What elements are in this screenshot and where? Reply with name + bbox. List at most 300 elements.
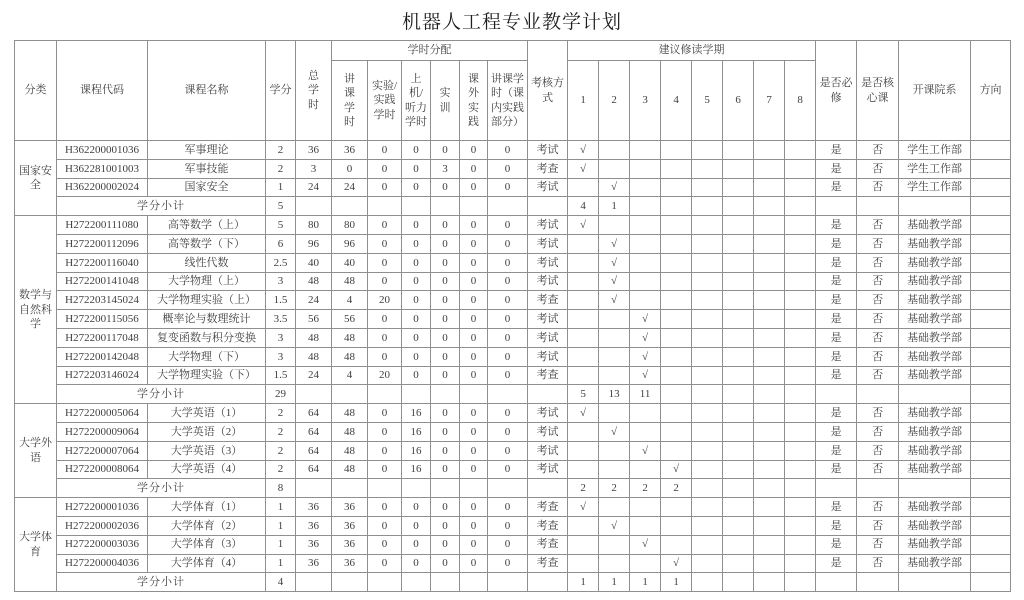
hour-cell: 0 xyxy=(431,535,460,554)
semester-checkmark-cell: √ xyxy=(599,291,630,310)
course-row xyxy=(15,234,1011,253)
assessment-cell xyxy=(528,479,568,498)
subtotal-semester-cell: 4 xyxy=(568,197,599,216)
semester-cell xyxy=(630,234,661,253)
total-hours-cell xyxy=(296,573,332,592)
category-cell: 大学体育 xyxy=(15,498,57,592)
semester-cell xyxy=(785,498,816,517)
course-row xyxy=(15,328,1011,347)
core-cell: 否 xyxy=(857,498,899,517)
course-name-cell: 复变函数与积分变换 xyxy=(148,328,266,347)
department-cell: 基础教学部 xyxy=(899,404,971,423)
hour-cell: 0 xyxy=(402,328,431,347)
subtotal-semester-cell xyxy=(630,197,661,216)
course-row xyxy=(15,347,1011,366)
hour-cell: 36 xyxy=(332,516,368,535)
hour-cell: 0 xyxy=(431,460,460,479)
subtotal-row xyxy=(15,573,1011,592)
assessment-cell: 考试 xyxy=(528,347,568,366)
subtotal-semester-cell xyxy=(692,197,723,216)
semester-cell xyxy=(754,422,785,441)
hour-cell: 0 xyxy=(431,141,460,160)
hour-cell: 0 xyxy=(460,460,488,479)
semester-checkmark-cell: √ xyxy=(568,498,599,517)
hour-cell: 0 xyxy=(431,347,460,366)
semester-cell xyxy=(630,178,661,197)
semester-cell xyxy=(754,535,785,554)
course-code-cell: H362200001036 xyxy=(57,141,148,160)
header-semester-7: 7 xyxy=(754,61,785,141)
semester-cell xyxy=(568,554,599,573)
required-cell: 是 xyxy=(816,234,857,253)
department-cell: 基础教学部 xyxy=(899,291,971,310)
semester-cell xyxy=(723,310,754,329)
semester-cell xyxy=(661,216,692,235)
semester-cell xyxy=(723,516,754,535)
hour-cell: 0 xyxy=(488,216,528,235)
credits-cell: 2 xyxy=(266,159,296,178)
subtotal-semester-cell: 1 xyxy=(630,573,661,592)
hour-cell xyxy=(431,479,460,498)
semester-cell xyxy=(754,234,785,253)
credits-cell: 1 xyxy=(266,498,296,517)
hour-cell: 0 xyxy=(488,554,528,573)
course-name-cell: 高等数学（上） xyxy=(148,216,266,235)
total-hours-cell: 48 xyxy=(296,328,332,347)
department-cell xyxy=(899,479,971,498)
hour-cell: 0 xyxy=(460,404,488,423)
required-cell xyxy=(816,573,857,592)
hour-cell: 0 xyxy=(488,422,528,441)
assessment-cell xyxy=(528,573,568,592)
assessment-cell: 考查 xyxy=(528,366,568,385)
semester-cell xyxy=(692,253,723,272)
hour-cell: 0 xyxy=(460,441,488,460)
total-hours-cell: 80 xyxy=(296,216,332,235)
hour-cell: 0 xyxy=(368,347,402,366)
semester-cell xyxy=(692,404,723,423)
assessment-cell: 考试 xyxy=(528,310,568,329)
hour-cell: 0 xyxy=(488,328,528,347)
hour-cell: 0 xyxy=(460,216,488,235)
semester-cell xyxy=(661,178,692,197)
semester-cell xyxy=(785,535,816,554)
total-hours-cell: 64 xyxy=(296,422,332,441)
hour-cell: 0 xyxy=(431,253,460,272)
course-code-cell: H272200008064 xyxy=(57,460,148,479)
hour-cell: 40 xyxy=(332,253,368,272)
course-name-cell: 军事技能 xyxy=(148,159,266,178)
semester-cell xyxy=(785,159,816,178)
header-assessment: 考核方式 xyxy=(528,41,568,141)
semester-cell xyxy=(754,498,785,517)
course-name-cell: 国家安全 xyxy=(148,178,266,197)
hour-cell xyxy=(332,479,368,498)
subtotal-semester-cell: 1 xyxy=(599,197,630,216)
total-hours-cell: 48 xyxy=(296,347,332,366)
required-cell: 是 xyxy=(816,159,857,178)
header-lecture-hours: 讲课学时 xyxy=(332,61,368,141)
course-name-cell: 大学体育（3） xyxy=(148,535,266,554)
header-training-hours: 实训 xyxy=(431,61,460,141)
direction-cell xyxy=(971,366,1011,385)
subtotal-semester-cell xyxy=(692,479,723,498)
subtotal-semester-cell: 2 xyxy=(599,479,630,498)
semester-cell xyxy=(661,498,692,517)
required-cell xyxy=(816,479,857,498)
subtotal-credits-cell: 29 xyxy=(266,385,296,404)
total-hours-cell: 36 xyxy=(296,554,332,573)
hour-cell: 0 xyxy=(368,516,402,535)
course-code-cell: H272200001036 xyxy=(57,498,148,517)
total-hours-cell: 64 xyxy=(296,441,332,460)
hour-cell: 0 xyxy=(368,328,402,347)
assessment-cell: 考试 xyxy=(528,422,568,441)
assessment-cell: 考试 xyxy=(528,404,568,423)
semester-cell xyxy=(723,404,754,423)
semester-cell xyxy=(754,328,785,347)
direction-cell xyxy=(971,385,1011,404)
hour-cell: 4 xyxy=(332,366,368,385)
direction-cell xyxy=(971,159,1011,178)
core-cell: 否 xyxy=(857,516,899,535)
course-code-cell: H272200111080 xyxy=(57,216,148,235)
total-hours-cell: 36 xyxy=(296,498,332,517)
subtotal-credits-cell: 4 xyxy=(266,573,296,592)
core-cell: 否 xyxy=(857,441,899,460)
hour-cell: 0 xyxy=(488,141,528,160)
hour-cell: 0 xyxy=(402,234,431,253)
header-extracurricular-hours: 课外实践 xyxy=(460,61,488,141)
semester-checkmark-cell: √ xyxy=(630,328,661,347)
core-cell xyxy=(857,573,899,592)
semester-checkmark-cell: √ xyxy=(599,516,630,535)
course-row xyxy=(15,554,1011,573)
hour-cell xyxy=(368,479,402,498)
semester-cell xyxy=(754,272,785,291)
hour-cell: 48 xyxy=(332,272,368,291)
course-code-cell: H272200141048 xyxy=(57,272,148,291)
hour-cell: 0 xyxy=(431,516,460,535)
semester-cell xyxy=(723,159,754,178)
credits-cell: 2 xyxy=(266,441,296,460)
total-hours-cell: 56 xyxy=(296,310,332,329)
required-cell: 是 xyxy=(816,422,857,441)
hour-cell: 0 xyxy=(460,516,488,535)
course-name-cell: 军事理论 xyxy=(148,141,266,160)
hour-cell: 16 xyxy=(402,460,431,479)
course-name-cell: 线性代数 xyxy=(148,253,266,272)
hour-cell: 0 xyxy=(402,216,431,235)
assessment-cell xyxy=(528,385,568,404)
hour-cell: 0 xyxy=(488,310,528,329)
hour-cell: 0 xyxy=(431,366,460,385)
hour-cell: 16 xyxy=(402,441,431,460)
core-cell: 否 xyxy=(857,347,899,366)
course-row xyxy=(15,366,1011,385)
semester-checkmark-cell: √ xyxy=(661,460,692,479)
semester-cell xyxy=(568,441,599,460)
subtotal-semester-cell xyxy=(785,479,816,498)
hour-cell: 0 xyxy=(460,422,488,441)
semester-cell xyxy=(661,310,692,329)
core-cell: 否 xyxy=(857,159,899,178)
assessment-cell: 考查 xyxy=(528,554,568,573)
course-code-cell: H272200003036 xyxy=(57,535,148,554)
hour-cell: 36 xyxy=(332,535,368,554)
hour-cell: 16 xyxy=(402,404,431,423)
core-cell: 否 xyxy=(857,310,899,329)
hour-cell xyxy=(402,479,431,498)
hour-cell: 36 xyxy=(332,498,368,517)
direction-cell xyxy=(971,404,1011,423)
semester-cell xyxy=(723,554,754,573)
credits-cell: 5 xyxy=(266,216,296,235)
direction-cell xyxy=(971,272,1011,291)
subtotal-semester-cell xyxy=(692,573,723,592)
hour-cell: 0 xyxy=(431,216,460,235)
header-semester-2: 2 xyxy=(599,61,630,141)
total-hours-cell: 48 xyxy=(296,272,332,291)
semester-cell xyxy=(692,441,723,460)
subtotal-semester-cell: 13 xyxy=(599,385,630,404)
department-cell: 基础教学部 xyxy=(899,253,971,272)
subtotal-label-cell: 学分小计 xyxy=(57,573,266,592)
assessment-cell: 考试 xyxy=(528,328,568,347)
hour-cell: 0 xyxy=(431,441,460,460)
course-name-cell: 大学体育（2） xyxy=(148,516,266,535)
subtotal-credits-cell: 8 xyxy=(266,479,296,498)
hour-cell xyxy=(488,479,528,498)
semester-cell xyxy=(692,422,723,441)
semester-cell xyxy=(785,441,816,460)
header-semester-6: 6 xyxy=(723,61,754,141)
required-cell: 是 xyxy=(816,216,857,235)
semester-cell xyxy=(568,535,599,554)
credits-cell: 3.5 xyxy=(266,310,296,329)
required-cell: 是 xyxy=(816,404,857,423)
assessment-cell: 考查 xyxy=(528,516,568,535)
subtotal-row xyxy=(15,197,1011,216)
header-required: 是否必修 xyxy=(816,41,857,141)
header-category: 分类 xyxy=(15,41,57,141)
course-code-cell: H272200117048 xyxy=(57,328,148,347)
subtotal-label-cell: 学分小计 xyxy=(57,385,266,404)
course-name-cell: 概率论与数理统计 xyxy=(148,310,266,329)
total-hours-cell xyxy=(296,197,332,216)
semester-cell xyxy=(785,141,816,160)
assessment-cell: 考试 xyxy=(528,272,568,291)
semester-cell xyxy=(692,554,723,573)
required-cell: 是 xyxy=(816,441,857,460)
total-hours-cell: 64 xyxy=(296,460,332,479)
semester-cell xyxy=(692,310,723,329)
semester-cell xyxy=(630,216,661,235)
hour-cell: 0 xyxy=(402,310,431,329)
hour-cell: 0 xyxy=(368,498,402,517)
subtotal-semester-cell xyxy=(754,197,785,216)
semester-cell xyxy=(785,328,816,347)
semester-cell xyxy=(754,366,785,385)
required-cell: 是 xyxy=(816,178,857,197)
course-name-cell: 大学体育（4） xyxy=(148,554,266,573)
semester-checkmark-cell: √ xyxy=(630,347,661,366)
total-hours-cell: 40 xyxy=(296,253,332,272)
required-cell: 是 xyxy=(816,498,857,517)
hour-cell: 48 xyxy=(332,441,368,460)
direction-cell xyxy=(971,498,1011,517)
semester-cell xyxy=(630,498,661,517)
hour-cell: 0 xyxy=(488,234,528,253)
hour-cell: 0 xyxy=(431,554,460,573)
hour-cell: 0 xyxy=(460,347,488,366)
core-cell: 否 xyxy=(857,253,899,272)
subtotal-semester-cell xyxy=(754,479,785,498)
course-row xyxy=(15,216,1011,235)
department-cell xyxy=(899,197,971,216)
hour-cell: 0 xyxy=(460,535,488,554)
semester-cell xyxy=(599,535,630,554)
table-body xyxy=(15,141,1011,592)
semester-cell xyxy=(785,516,816,535)
hour-cell xyxy=(460,479,488,498)
semester-cell xyxy=(630,554,661,573)
assessment-cell: 考试 xyxy=(528,253,568,272)
semester-cell xyxy=(661,159,692,178)
hour-cell xyxy=(332,385,368,404)
hour-cell: 36 xyxy=(332,141,368,160)
department-cell: 基础教学部 xyxy=(899,234,971,253)
credits-cell: 2.5 xyxy=(266,253,296,272)
semester-cell xyxy=(754,347,785,366)
total-hours-cell: 96 xyxy=(296,234,332,253)
course-name-cell: 大学英语（3） xyxy=(148,441,266,460)
department-cell: 基础教学部 xyxy=(899,516,971,535)
total-hours-cell: 24 xyxy=(296,291,332,310)
hour-cell: 0 xyxy=(460,159,488,178)
semester-cell xyxy=(754,460,785,479)
course-code-cell: H272200005064 xyxy=(57,404,148,423)
course-code-cell: H272200115056 xyxy=(57,310,148,329)
hour-cell: 0 xyxy=(460,366,488,385)
department-cell: 基础教学部 xyxy=(899,272,971,291)
core-cell: 否 xyxy=(857,554,899,573)
total-hours-cell: 36 xyxy=(296,141,332,160)
semester-cell xyxy=(754,159,785,178)
header-experiment-hours: 实验/实践学时 xyxy=(368,61,402,141)
assessment-cell: 考试 xyxy=(528,234,568,253)
hour-cell: 0 xyxy=(431,422,460,441)
hour-cell: 0 xyxy=(402,272,431,291)
hour-cell: 0 xyxy=(460,272,488,291)
semester-cell xyxy=(692,159,723,178)
hour-cell: 0 xyxy=(488,347,528,366)
credits-cell: 6 xyxy=(266,234,296,253)
hour-cell xyxy=(460,385,488,404)
hour-cell xyxy=(402,573,431,592)
semester-cell xyxy=(692,498,723,517)
subtotal-semester-cell xyxy=(754,385,785,404)
credits-cell: 2 xyxy=(266,460,296,479)
core-cell: 否 xyxy=(857,216,899,235)
semester-cell xyxy=(692,460,723,479)
subtotal-semester-cell: 5 xyxy=(568,385,599,404)
semester-cell xyxy=(723,291,754,310)
hour-cell: 48 xyxy=(332,328,368,347)
hour-cell: 0 xyxy=(402,516,431,535)
subtotal-semester-cell: 2 xyxy=(568,479,599,498)
course-row xyxy=(15,422,1011,441)
semester-cell xyxy=(723,535,754,554)
semester-cell xyxy=(723,141,754,160)
semester-cell xyxy=(723,328,754,347)
semester-cell xyxy=(785,272,816,291)
hour-cell: 0 xyxy=(488,272,528,291)
required-cell: 是 xyxy=(816,310,857,329)
semester-cell xyxy=(661,347,692,366)
subtotal-semester-cell: 1 xyxy=(599,573,630,592)
semester-cell xyxy=(785,347,816,366)
total-hours-cell: 36 xyxy=(296,535,332,554)
page-title: 机器人工程专业教学计划 xyxy=(401,12,622,33)
hour-cell: 48 xyxy=(332,422,368,441)
direction-cell xyxy=(971,535,1011,554)
total-hours-cell: 24 xyxy=(296,178,332,197)
hour-cell: 0 xyxy=(488,366,528,385)
hour-cell: 0 xyxy=(460,178,488,197)
course-name-cell: 大学物理（上） xyxy=(148,272,266,291)
semester-cell xyxy=(754,291,785,310)
course-code-cell: H362200002024 xyxy=(57,178,148,197)
hour-cell: 0 xyxy=(488,516,528,535)
course-code-cell: H272200009064 xyxy=(57,422,148,441)
header-semester-1: 1 xyxy=(568,61,599,141)
semester-cell xyxy=(754,216,785,235)
hour-cell xyxy=(402,385,431,404)
department-cell xyxy=(899,573,971,592)
total-hours-cell: 3 xyxy=(296,159,332,178)
course-name-cell: 大学物理实验（下） xyxy=(148,366,266,385)
subtotal-semester-cell xyxy=(723,385,754,404)
assessment-cell: 考查 xyxy=(528,159,568,178)
course-row xyxy=(15,253,1011,272)
hour-cell: 0 xyxy=(368,422,402,441)
hour-cell: 0 xyxy=(368,234,402,253)
semester-cell xyxy=(568,328,599,347)
hour-cell: 0 xyxy=(431,272,460,291)
course-row xyxy=(15,159,1011,178)
subtotal-semester-cell xyxy=(723,479,754,498)
direction-cell xyxy=(971,141,1011,160)
direction-cell xyxy=(971,573,1011,592)
hour-cell: 0 xyxy=(368,159,402,178)
hour-cell: 80 xyxy=(332,216,368,235)
hour-cell xyxy=(368,385,402,404)
direction-cell xyxy=(971,460,1011,479)
semester-checkmark-cell: √ xyxy=(599,422,630,441)
hour-cell: 3 xyxy=(431,159,460,178)
semester-cell xyxy=(599,347,630,366)
header-hours-group: 学时分配 xyxy=(332,41,528,61)
subtotal-semester-cell: 1 xyxy=(661,573,692,592)
required-cell: 是 xyxy=(816,366,857,385)
subtotal-row xyxy=(15,385,1011,404)
hour-cell: 0 xyxy=(431,404,460,423)
semester-checkmark-cell: √ xyxy=(599,178,630,197)
category-cell: 数学与自然科学 xyxy=(15,216,57,404)
hour-cell: 24 xyxy=(332,178,368,197)
course-code-cell: H272203146024 xyxy=(57,366,148,385)
